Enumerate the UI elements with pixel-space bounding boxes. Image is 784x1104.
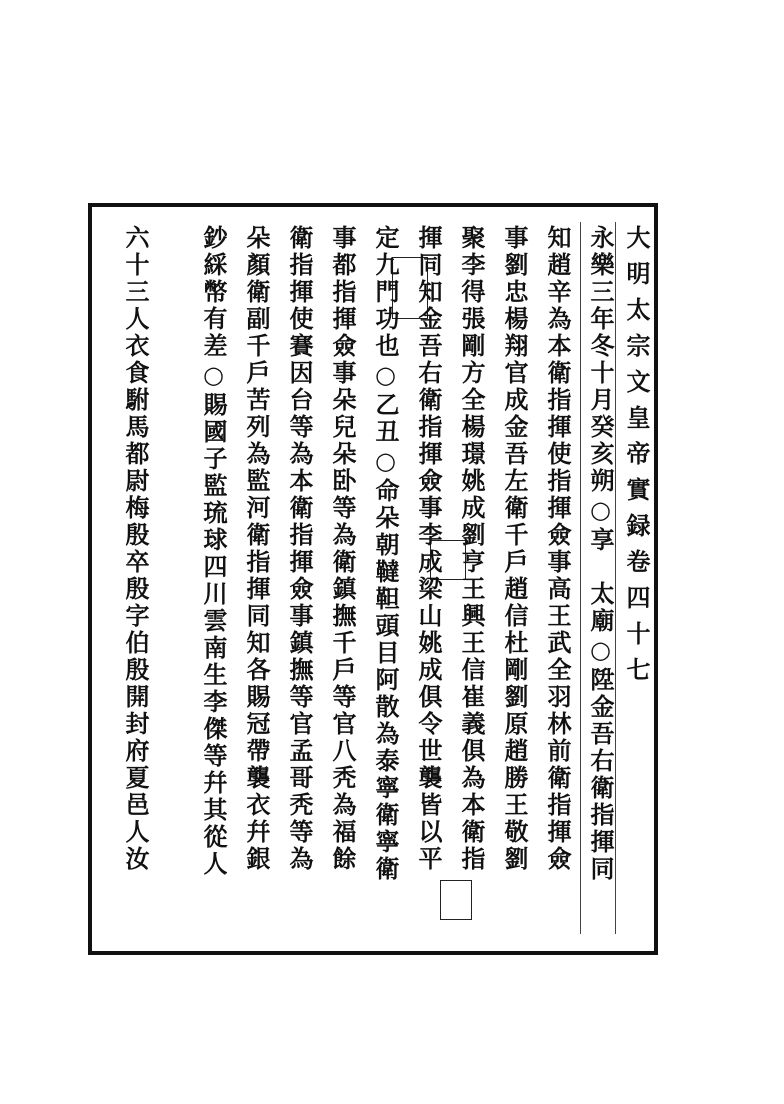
column-text: 知趙辛為本衛指揮使指揮僉事高王武全羽林前衛指揮僉 (543, 225, 572, 873)
text-column-11 (196, 225, 230, 925)
text-column-7 (368, 225, 402, 925)
column-text: 六十三人衣食駙馬都尉梅殷卒殷字伯殷開封府夏邑人汝 (121, 225, 150, 873)
text-column-6 (411, 225, 445, 925)
text-column-3 (540, 225, 574, 925)
column-text: 衛指揮使賽因台等為本衛指揮僉事鎮撫等官孟哥秃等為 (285, 225, 314, 873)
text-column-10 (239, 225, 273, 925)
text-column-8 (325, 225, 359, 925)
column-text: 事都指揮僉事朵兒朵卧等為衛鎮撫千戶等官八秃為福餘 (328, 225, 357, 873)
text-column-12 (118, 225, 152, 925)
column-text: 事劉忠楊翔官成金吾左衛千戶趙信杜剛劉原趙勝王敬劉 (500, 225, 529, 873)
column-text: 大明太宗文皇帝實録卷四十七 (622, 225, 651, 693)
column-text: 聚李得張剛方全楊璟姚成劉亨王興王信崔義俱為本衛指 (457, 225, 486, 873)
column-text: 定九門功也○乙丑○命朵朝韃靼頭目阿散為泰寧衛寧衛 (371, 225, 400, 883)
column-text: 永樂三年冬十月癸亥朔○享 太廟○陞金吾右衛指揮同 (586, 225, 615, 883)
column-rule (580, 222, 581, 934)
column-text: 朵顏衛副千戶苦列為監河衛指揮同知各賜冠帶襲衣幷銀 (242, 225, 271, 873)
column-text: 鈔綵幣有差○賜國子監琉球四川雲南生李傑等幷其從人 (199, 225, 228, 878)
text-column-2 (583, 225, 617, 925)
text-column-1 (620, 225, 654, 925)
text-column-5 (454, 225, 488, 925)
text-column-4 (497, 225, 531, 925)
text-column-9 (282, 225, 316, 925)
column-text: 揮同知金吾右衛指揮僉事李成梁山姚成俱令世襲皆以平 (414, 225, 443, 873)
